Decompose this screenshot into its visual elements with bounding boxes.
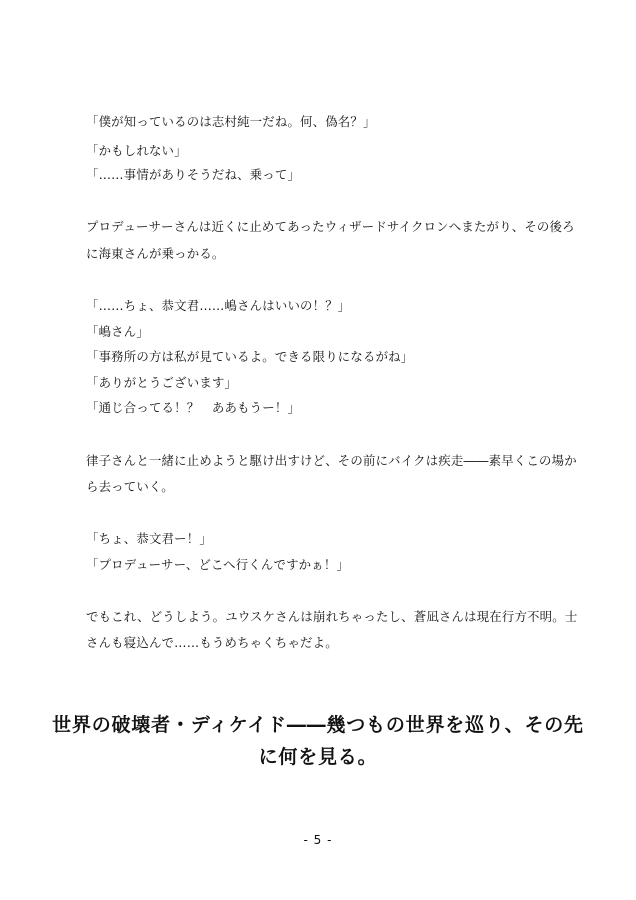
text-line: 「ちょ、恭文君ー！」 bbox=[86, 531, 212, 546]
text-line: 「僕が知っているのは志村純一だね。何、偽名？」 bbox=[86, 114, 376, 129]
text-line: 「嶋さん」 bbox=[86, 324, 149, 339]
headline-line: に何を見る。 bbox=[258, 746, 378, 768]
headline-line: 世界の破壊者・ディケイド――幾つもの世界を巡り、その先 bbox=[52, 714, 584, 736]
text-line: に海東さんが乗っかる。 bbox=[86, 246, 225, 261]
text-line: でもこれ、どうしよう。ユウスケさんは崩れちゃったし、蒼凪さんは現在行方不明。士 bbox=[86, 609, 578, 624]
text-line: 律子さんと一緒に止めようと駆け出すけど、その前にバイクは疾走――素早くこの場か bbox=[86, 453, 577, 468]
text-line: さんも寝込んで……もうめちゃくちゃだよ。 bbox=[86, 635, 338, 650]
text-line: 「かもしれない」 bbox=[86, 143, 187, 158]
text-line: 「事務所の方は私が見ているよ。できる限りになるがね」 bbox=[86, 349, 414, 364]
page-number: - 5 - bbox=[303, 833, 333, 847]
text-line: 「……ちょ、恭文君……嶋さんはいいの！？」 bbox=[86, 298, 351, 313]
text-line: ら去っていく。 bbox=[86, 479, 174, 494]
text-line: 「プロデューサー、どこへ行くんですかぁ！」 bbox=[86, 557, 350, 572]
text-line: 「ありがとうございます」 bbox=[86, 375, 238, 390]
text-line: 「……事情がありそうだね、乗って」 bbox=[86, 167, 301, 182]
text-line: 「通じ合ってる！？ ああもうー！」 bbox=[86, 400, 301, 415]
text-line: プロデューサーさんは近くに止めてあったウィザードサイクロンへまたがり、その後ろ bbox=[86, 219, 575, 234]
